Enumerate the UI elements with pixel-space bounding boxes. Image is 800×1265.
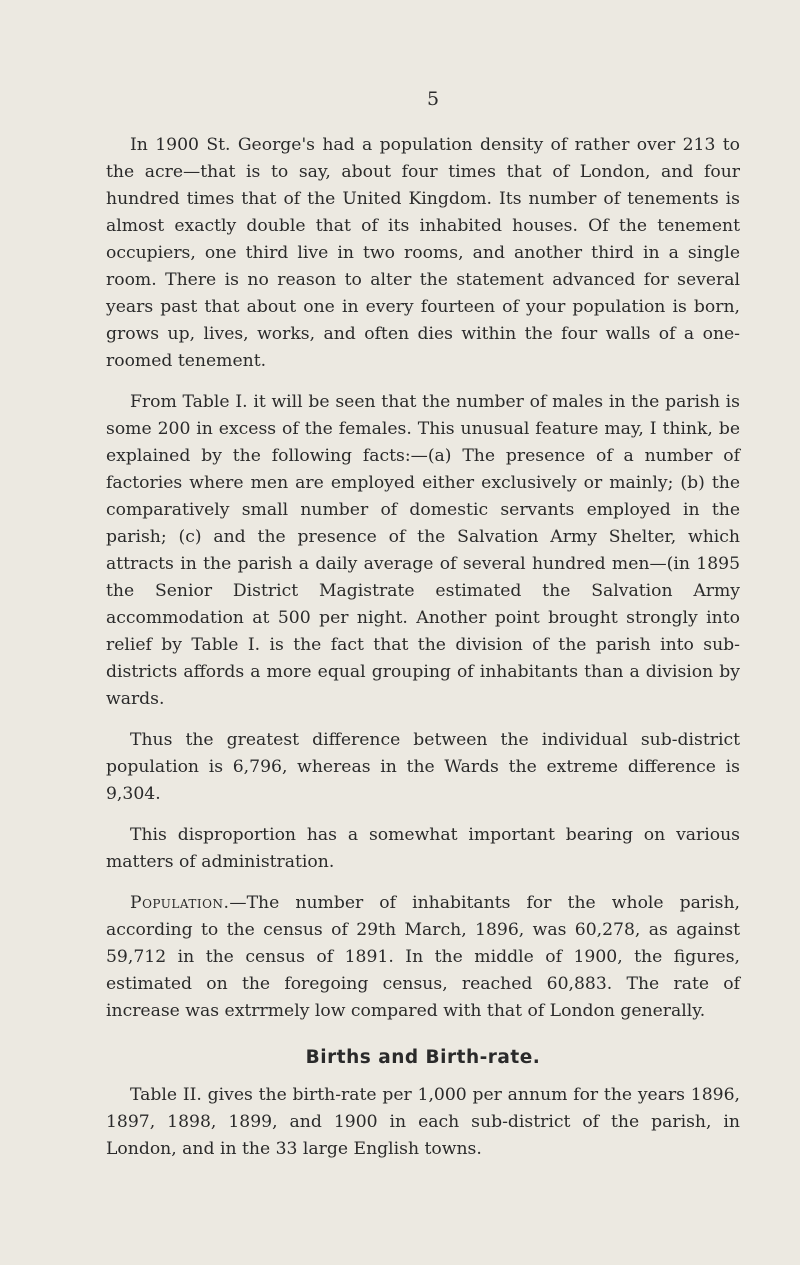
paragraph-table-ii: Table II. gives the birth-rate per 1,000 per annum for the years 1896, 1897, 1898, 1899, and 1900 in each sub-district of the parish, in London, and in the 33 large English towns. <box>106 1085 740 1159</box>
paragraph-males-excess: From Table I. it will be seen that the number of males in the parish is some 200 in excess of the females. This unusual feature may, I think, be explained by the following facts:—(a) The presence of a number of factories where men are employed either exclusively or mainly; (b) the comparatively small number of domestic servants employed in the parish; (c) and the presence of the Salvation Army Shelter, which attracts in the parish a daily average of several hundred men—(in 1895 the Senior District Magistrate estimated the Salvation Army accommodation at 500 per night. Another point brought strongly into relief by Table I. is the fact that the division of the parish into sub-districts affords a more equal grouping of inhabitants than a division by wards. <box>106 392 740 709</box>
page-number: 5 <box>426 88 440 110</box>
population-text: —The number of inhabitants for the whole parish, according to the census of 29th March, 1896, was 60,278, as against 59,712 in the census of 1891. In the middle of 1900, the figures, estimated on the foregoing census, reached 60,883. The rate of increase was extrrmely low compared with that of London generally. <box>106 893 740 1021</box>
document-page <box>106 88 740 1177</box>
paragraph-sub-district-difference: Thus the greatest difference between the individual sub-district population is 6,796, whereas in the Wards the extreme difference is 9,304. <box>106 730 740 804</box>
paragraph-disproportion: This disproportion has a somewhat important bearing on various matters of administration. <box>106 825 740 872</box>
paragraph-population <box>106 890 740 1025</box>
population-label: Population. <box>130 893 230 913</box>
paragraph-population-density: In 1900 St. George's had a population density of rather over 213 to the acre—that is to say, about four times that of London, and four hundred times that of the United Kingdom. Its number of tenements is almost exactly double that of its inhabited houses. Of the tenement occupiers, one third live in two rooms, and another third in a single room. There is no reason to alter the statement advanced for several years past that about one in every fourteen of your population is born, grows up, lives, works, and often dies within the four walls of a one-roomed tenement. <box>106 135 740 371</box>
section-heading-births: Births and Birth-rate. <box>305 1047 541 1068</box>
